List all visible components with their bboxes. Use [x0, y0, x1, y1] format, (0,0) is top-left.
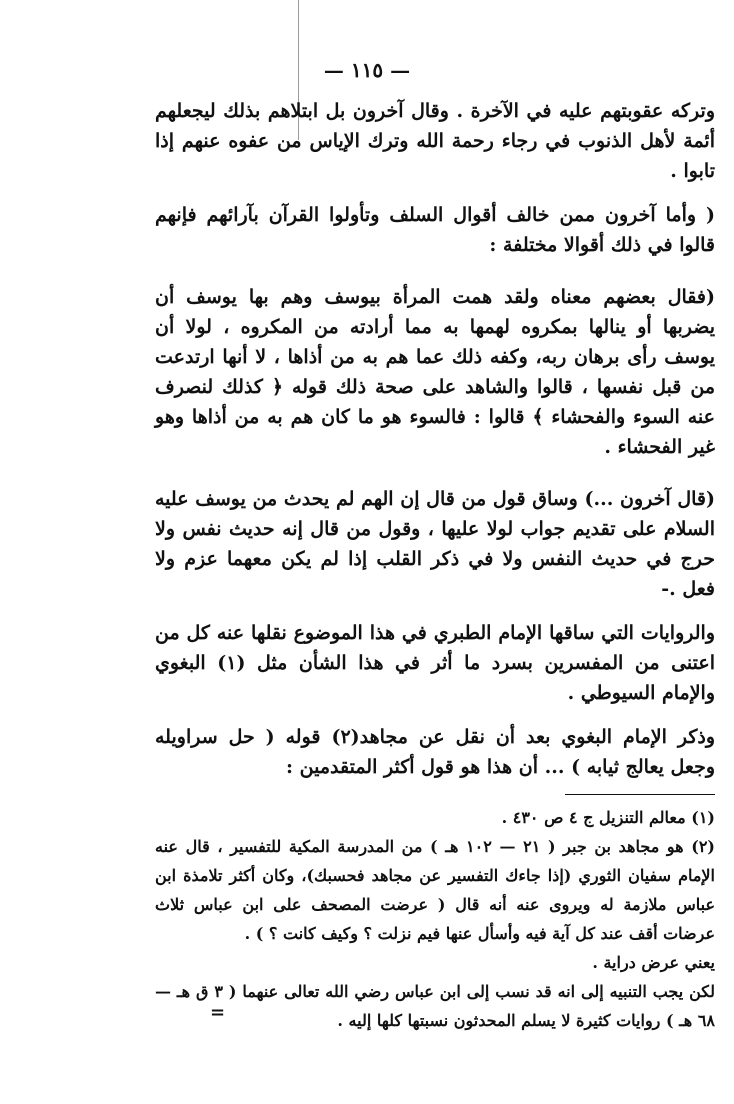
footnotes: [155, 803, 715, 1035]
footnote-2: (٢) هو مجاهد بن جبر ( ٢١ — ١٠٢ هـ ) من المدرسة المكية للتفسير ، قال عنه الإمام سفيان الثوري (إذا جاءك التفسير عن مجاهد فحسبك)، وكان أكثر تلامذة ابن عباس ملازمة له ويروى عنه أنه قال ( عرضت المصحف على ابن عباس ثلاث عرضات أقف عند كل آية فيه وأسأل عنها فيم نزلت ؟ وكيف كانت ؟ ) .: [155, 837, 715, 943]
footnote-1: (١) معالم التنزيل ج ٤ ص ٤٣٠ .: [501, 808, 715, 827]
paragraph-5: والروايات التي ساقها الإمام الطبري في هذا الموضوع نقلها عنه كل من اعتنى من المفسرين بسرد ما أثر في هذا الشأن مثل (١) البغوي والإمام السيوطي .: [155, 622, 715, 704]
footnote-2-caution: لكن يجب التنبيه إلى انه قد نسب إلى ابن عباس رضي الله تعالى عنهما ( ٣ ق هـ — ٦٨ هـ ) روايات كثيرة لا يسلم المحدثون نسبتها كلها إليه .: [155, 982, 716, 1030]
end-mark: =: [210, 1002, 226, 1023]
main-text: [155, 96, 715, 1035]
footnote-2-note: يعني عرض دراية .: [592, 953, 715, 972]
footnote-separator: [565, 794, 715, 795]
paragraph-4: (قال آخرون ...) وساق قول من قال إن الهم لم يحدث من يوسف عليه السلام على تقديم جواب لولا عليها ، وقول من قال إنه حديث نفس ولا حرج في حديث النفس ولا في ذكر القلب إذا لم يكن معهما عزم ولا فعل .-: [155, 488, 715, 600]
paragraph-6: وذكر الإمام البغوي بعد أن نقل عن مجاهد(٢) قوله ( حل سراويله وجعل يعالج ثيابه ) ... أن هذا هو قول أكثر المتقدمين :: [155, 726, 715, 778]
page-number: — ١١٥ —: [323, 58, 411, 82]
paragraph-1: وتركه عقوبتهم عليه في الآخرة . وقال آخرون بل ابتلاهم بذلك ليجعلهم أئمة لأهل الذنوب في رجاء رحمة الله وترك الإياس من عفوه عنهم إذا تابوا .: [155, 100, 715, 182]
paragraph-2: ( وأما آخرون ممن خالف أقوال السلف وتأولوا القرآن بآرائهم فإنهم قالوا في ذلك أقوالا مختلفة :: [155, 204, 715, 256]
paragraph-3: (فقال بعضهم معناه ولقد همت المرأة بيوسف وهم بها يوسف أن يضربها أو ينالها بمكروه لهمها به مما أرادته من المكروه ، لولا أن يوسف رأى برهان ربه، وكفه ذلك عما هم به من أذاها ، لا أنها ارتدعت من قبل نفسها ، قالوا والشاهد على صحة ذلك قوله ﴿ كذلك لنصرف عنه السوء والفحشاء ﴾ قالوا : فالسوء هو ما كان هم به من أذاها وهو غير الفحشاء .: [155, 286, 715, 458]
